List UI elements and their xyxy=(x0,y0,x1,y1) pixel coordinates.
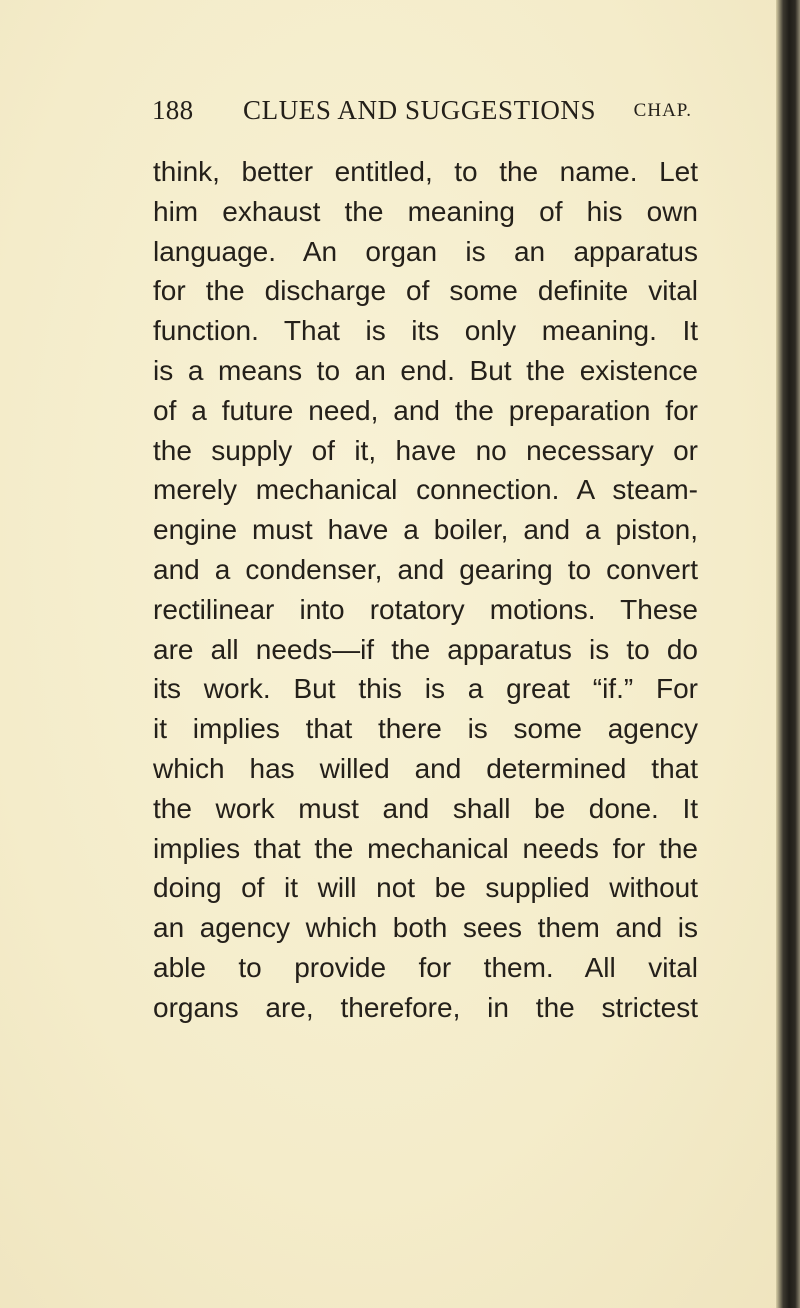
running-header xyxy=(152,95,692,139)
text-line: language. An organ is an apparatus xyxy=(153,235,698,267)
text-line: able to provide for them. All vital xyxy=(153,951,698,983)
text-line: its work. But this is a great “if.” For xyxy=(153,673,698,705)
text-line: organs are, therefore, in the strictest xyxy=(153,991,698,1023)
text-line: him exhaust the meaning of his own xyxy=(153,195,698,227)
running-title: CLUES AND SUGGESTIONS xyxy=(243,95,597,125)
text-line: engine must have a boiler, and a piston, xyxy=(153,514,698,546)
page-number: 188 xyxy=(152,95,194,125)
text-line: function. That is its only meaning. It xyxy=(153,315,698,347)
text-line: merely mechanical connection. A steam- xyxy=(153,474,698,506)
text-line: an agency which both sees them and is xyxy=(153,912,698,944)
text-line: it implies that there is some agency xyxy=(153,713,698,745)
text-line: and a condenser, and gearing to convert xyxy=(153,553,698,585)
text-line: implies that the mechanical needs for the xyxy=(153,832,698,864)
chapter-abbreviation: CHAP. xyxy=(633,100,692,121)
text-line: rectilinear into rotatory motions. These xyxy=(153,593,698,625)
text-line: the work must and shall be done. It xyxy=(153,792,698,824)
text-line: think, better entitled, to the name. Let xyxy=(153,156,698,187)
text-line: doing of it will not be supplied without xyxy=(153,872,698,904)
text-line: of a future need, and the preparation for xyxy=(153,394,698,426)
text-line: the supply of it, have no necessary or xyxy=(153,434,698,466)
text-line: is a means to an end. But the existence xyxy=(153,354,698,386)
text-line: which has willed and determined that xyxy=(153,752,698,784)
text-line: for the discharge of some definite vital xyxy=(153,275,698,307)
body-text xyxy=(153,152,698,1028)
text-line: are all needs—if the apparatus is to do xyxy=(153,633,698,665)
book-spine-edge xyxy=(776,0,800,1308)
